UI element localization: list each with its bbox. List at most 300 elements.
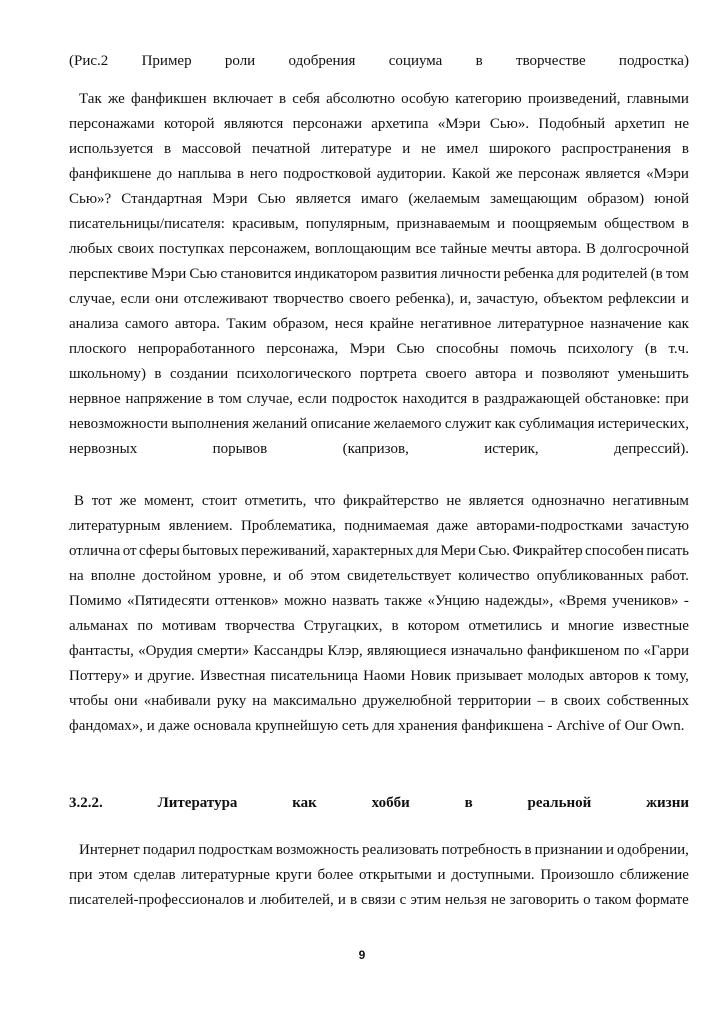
word: «Гарри (643, 643, 689, 659)
word: творчества (225, 618, 295, 634)
word: с (399, 892, 407, 908)
word: напряжение (125, 391, 202, 407)
word: и (248, 892, 257, 908)
word: в (206, 391, 214, 407)
word: другие. (147, 668, 195, 684)
heading-word: 3.2.2. (69, 795, 103, 811)
word: психологического (236, 366, 352, 382)
word: дружелюбной (362, 693, 452, 709)
word: если (120, 291, 150, 307)
word: фанфикшеном (527, 643, 620, 659)
word: В (585, 241, 596, 257)
word: и (337, 892, 346, 908)
word: уменьшить (617, 366, 689, 382)
word: «набивали (143, 693, 211, 709)
word: вполне (90, 568, 136, 584)
word: авторами-подростками (476, 518, 623, 534)
text-line: фандомах», и даже основала крупнейшую сеть для хранения фанфикшена - Archive of Our Own. (69, 718, 685, 734)
word: персонажами (69, 116, 155, 132)
word: сделав (133, 867, 176, 883)
word: случае, (69, 291, 116, 307)
word: своего (349, 291, 391, 307)
text-line (69, 362, 689, 387)
word: ребенка (503, 266, 554, 282)
word: котором (407, 618, 460, 634)
text-line (69, 312, 689, 337)
word: переживаний, (240, 543, 330, 559)
word: желаемого (373, 416, 442, 432)
word: ребенка), (395, 291, 455, 307)
word: описание (310, 416, 371, 432)
word: «Мэри (646, 166, 689, 182)
word: «Мэри (437, 116, 481, 132)
word: этом (98, 867, 128, 883)
word: Мэри (212, 191, 248, 207)
word: подарил (142, 842, 196, 858)
word: «Время (558, 593, 607, 609)
word: является (585, 166, 641, 182)
heading-word: реальной (527, 795, 592, 811)
word: широкого (488, 141, 551, 157)
word: создании (169, 366, 229, 382)
word: Известная (199, 668, 266, 684)
word: стоит (201, 493, 237, 509)
word: свидетельствует (347, 568, 452, 584)
word: от (122, 543, 137, 559)
word: явлением. (168, 518, 233, 534)
section-heading (69, 791, 689, 816)
word: В (74, 493, 85, 509)
word: Проблематика, (240, 518, 336, 534)
word: писателей-профессионалов (69, 892, 245, 908)
word: красивым, (232, 216, 299, 232)
word: том (665, 266, 689, 282)
word: и (680, 291, 689, 307)
word: Произошло (540, 867, 615, 883)
word: изначально (450, 643, 523, 659)
caption-word: в (475, 53, 483, 69)
word: альманах (69, 618, 129, 634)
word: печатной (251, 141, 311, 157)
word: подросткам (198, 842, 273, 858)
caption-word: подростка) (618, 53, 689, 69)
word: чтобы (69, 693, 109, 709)
text-line (69, 162, 689, 187)
text-line (69, 664, 689, 689)
word: развития (380, 266, 438, 282)
word: способны (436, 341, 499, 357)
word: самого (124, 316, 169, 332)
word: становится (220, 266, 292, 282)
word: руку (216, 693, 247, 709)
word: формате (635, 892, 689, 908)
word: для (556, 266, 579, 282)
caption-word: социума (388, 53, 443, 69)
word: Кассандры (253, 643, 324, 659)
word: него (249, 166, 278, 182)
word: образом, (272, 316, 329, 332)
word: массовой (181, 141, 242, 157)
word: и (273, 568, 282, 584)
word: персонажи (292, 116, 362, 132)
word: известные (622, 618, 689, 634)
text-line (69, 514, 689, 539)
word: главными (626, 91, 689, 107)
word: «Пятидесяти (126, 593, 210, 609)
word: территории (457, 693, 532, 709)
word: (капризов, (342, 441, 409, 457)
word: фанфикшене (69, 166, 152, 182)
word: являются (223, 116, 284, 132)
word: этим (410, 892, 441, 908)
word: потребность (441, 842, 522, 858)
word: архетип (614, 116, 666, 132)
text-line (69, 838, 689, 863)
word: по (137, 618, 153, 634)
word: Фикрайтер (512, 543, 583, 559)
word: и (524, 366, 533, 382)
caption-word: роли (224, 53, 256, 69)
word: как (494, 416, 516, 432)
word: перспективе (69, 266, 148, 282)
word: своих (564, 693, 601, 709)
text-line (69, 237, 689, 262)
word: категорию (455, 91, 522, 107)
word: (в (650, 266, 663, 282)
section-spacer (69, 739, 689, 791)
word: авторов (589, 668, 639, 684)
word: призывает (456, 668, 523, 684)
word: Сью (396, 341, 425, 357)
word: Поттеру» (69, 668, 130, 684)
word: крайне (369, 316, 414, 332)
word: Подобный (538, 116, 606, 132)
word: порывов (212, 441, 268, 457)
word: уровне, (218, 568, 267, 584)
word: любых (69, 241, 113, 257)
word: Сью»? (69, 191, 112, 207)
word: более (317, 867, 354, 883)
word: достойном (142, 568, 212, 584)
word: невозможности (69, 416, 169, 432)
word: популярным, (305, 216, 390, 232)
word: писать (646, 543, 689, 559)
text-line (69, 589, 689, 614)
word: в (524, 842, 532, 858)
word: молодых (527, 668, 585, 684)
word: возможность (275, 842, 360, 858)
word: любителей, (260, 892, 334, 908)
word: персонажа, (266, 341, 339, 357)
word: зачастую (631, 518, 689, 534)
word: включает (212, 91, 273, 107)
word: они (114, 693, 138, 709)
word: на (69, 568, 84, 584)
word: имел (446, 141, 479, 157)
word: даже (436, 518, 469, 534)
word: отслеживают (183, 291, 269, 307)
word: являющиеся (366, 643, 447, 659)
word: учеников» (612, 593, 679, 609)
word: нервозных (69, 441, 138, 457)
word: Интернет (79, 842, 140, 858)
word: Мери (440, 543, 476, 559)
word: абсолютно (326, 91, 395, 107)
word: воплощающим (314, 241, 411, 257)
word: фанфикшен (130, 91, 207, 107)
word: литературные (181, 867, 270, 883)
text-line (69, 262, 689, 287)
word: работ. (650, 568, 689, 584)
word: своих (117, 241, 155, 257)
word: мечты (491, 241, 532, 257)
word: в (163, 141, 172, 157)
word: используется (69, 141, 154, 157)
word: в (154, 366, 162, 382)
word: отметить, (244, 493, 307, 509)
word: истерик, (484, 441, 539, 457)
word: Сью (189, 266, 218, 282)
word: одобрении, (617, 842, 689, 858)
word: тому, (656, 668, 689, 684)
word: неся (334, 316, 364, 332)
word: фикрайтерство (343, 493, 439, 509)
word: «Орудия (138, 643, 193, 659)
word: образом) (587, 191, 645, 207)
word: особую (401, 91, 449, 107)
word: позволяют (541, 366, 610, 382)
text-line (69, 387, 689, 412)
word: школьному) (69, 366, 146, 382)
word: литературным (69, 518, 161, 534)
word: в (236, 166, 245, 182)
word: же (495, 166, 513, 182)
caption-word: одобрения (288, 53, 356, 69)
word: зачастую, (476, 291, 539, 307)
heading-word: жизни (646, 795, 689, 811)
word: автора. (536, 241, 582, 257)
word: реализовать (362, 842, 439, 858)
word: на (252, 693, 267, 709)
word: отлична (69, 543, 121, 559)
word: Мэри (349, 341, 386, 357)
word: в (681, 216, 689, 232)
word: по (623, 643, 640, 659)
word: помочь (510, 341, 557, 357)
paragraph-fanfiction-value (69, 489, 689, 739)
word: рефлексии (608, 291, 676, 307)
word: поступках (158, 241, 225, 257)
word: (в (644, 341, 657, 357)
word: этом (310, 568, 341, 584)
page-number: 9 (358, 948, 366, 962)
word: не (490, 892, 506, 908)
word: является (295, 191, 351, 207)
word: для (415, 543, 439, 559)
word: Клэр, (327, 643, 363, 659)
word: не (446, 493, 462, 509)
word: поднимаемая (344, 518, 429, 534)
word: и (134, 668, 143, 684)
word: как (667, 316, 689, 332)
text-line (69, 689, 689, 714)
paragraph-internet (69, 838, 689, 913)
word: произведений, (527, 91, 621, 107)
word: Сью. (478, 543, 511, 559)
word: негативным (612, 493, 689, 509)
word: тот (91, 493, 112, 509)
word: связи (361, 892, 396, 908)
word: автора. (174, 316, 221, 332)
word: Стругацких, (303, 618, 383, 634)
word: Новик (410, 668, 452, 684)
word: и (402, 141, 411, 157)
word: и (605, 842, 614, 858)
word: обществом (604, 216, 675, 232)
word: характерных (332, 543, 414, 559)
text-line (69, 337, 689, 362)
word: и (437, 867, 446, 883)
word: если (297, 391, 327, 407)
word: анализа (69, 316, 119, 332)
text-line (69, 187, 689, 212)
word: нервное (69, 391, 121, 407)
paragraph-spacer (69, 462, 689, 489)
heading-word: Литература (157, 795, 238, 811)
word: в (472, 391, 480, 407)
caption-word: Пример (141, 53, 192, 69)
text-line (69, 564, 689, 589)
word: обстановке: (584, 391, 661, 407)
text-line (69, 539, 689, 564)
word: и, (459, 291, 472, 307)
word: - (683, 593, 689, 609)
word: родителей (581, 266, 648, 282)
word: доступными. (451, 867, 535, 883)
word: можно (284, 593, 327, 609)
word: Какой (451, 166, 491, 182)
text-line (69, 87, 689, 112)
word: распространения (561, 141, 672, 157)
word: раздражающей (483, 391, 581, 407)
word: тайные (440, 241, 487, 257)
word: однозначно (531, 493, 605, 509)
word: мотивам (161, 618, 217, 634)
word: Сью (257, 191, 286, 207)
word: Так (79, 91, 102, 107)
word: момент, (144, 493, 195, 509)
heading-word: как (292, 795, 317, 811)
word: способен (585, 543, 644, 559)
word: писательница (270, 668, 359, 684)
word: юной (654, 191, 689, 207)
word: аудитории. (376, 166, 447, 182)
word: не (421, 141, 436, 157)
document-page (69, 49, 689, 913)
word: Мэри (150, 266, 187, 282)
word: служит (444, 416, 492, 432)
word: Сью». (489, 116, 530, 132)
word: психологу (567, 341, 634, 357)
word: персонаж (518, 166, 580, 182)
word: истерических, (597, 416, 689, 432)
text-line (69, 287, 689, 312)
word: т.ч. (668, 341, 689, 357)
word: максимально (272, 693, 357, 709)
word: в (278, 91, 287, 107)
word: архетипа (371, 116, 429, 132)
word: объектом (543, 291, 603, 307)
word: все (415, 241, 437, 257)
word: открытыми (358, 867, 432, 883)
word: также (384, 593, 423, 609)
word: творчество (273, 291, 344, 307)
word: они (154, 291, 179, 307)
word: себя (292, 91, 320, 107)
word: которой (163, 116, 215, 132)
word: Стандартная (121, 191, 203, 207)
text-line (69, 112, 689, 137)
word: портрета (359, 366, 417, 382)
word: опубликованных (536, 568, 644, 584)
word: желаний (252, 416, 308, 432)
word: и (551, 618, 560, 634)
word: не (674, 116, 689, 132)
text-line (69, 137, 689, 162)
word: долгосрочной (600, 241, 689, 257)
word: является (468, 493, 524, 509)
text-line (69, 412, 689, 437)
text-line (69, 437, 689, 462)
word: при (69, 867, 93, 883)
word: сближение (619, 867, 689, 883)
word: – (537, 693, 545, 709)
text-line (69, 639, 689, 664)
word: оттенков» (214, 593, 279, 609)
word: отметились (468, 618, 543, 634)
word: многие (568, 618, 614, 634)
word: что (314, 493, 336, 509)
word: литературное (497, 316, 584, 332)
text-line (69, 212, 689, 237)
word: писательницы/писателя: (69, 216, 225, 232)
word: плоского (69, 341, 127, 357)
word: заговорить (509, 892, 580, 908)
word: фантасты, (69, 643, 134, 659)
word: том (218, 391, 242, 407)
word: Помимо (69, 593, 122, 609)
word: Таким (226, 316, 267, 332)
word: до (156, 166, 173, 182)
word: выполнения (171, 416, 249, 432)
word: назвать (331, 593, 380, 609)
word: сублимация (518, 416, 595, 432)
word: и (497, 216, 506, 232)
word: депрессий). (614, 441, 689, 457)
heading-word: хобби (371, 795, 410, 811)
caption-word: (Рис.2 (69, 53, 109, 69)
text-line (69, 614, 689, 639)
word: надежды», (484, 593, 554, 609)
caption-word: творчестве (516, 53, 586, 69)
word: к (643, 668, 651, 684)
word: литературе (321, 141, 392, 157)
word: «Унцию (427, 593, 480, 609)
word: об (288, 568, 304, 584)
word: индикатором (294, 266, 378, 282)
word: смерти» (197, 643, 250, 659)
text-line (69, 888, 689, 913)
